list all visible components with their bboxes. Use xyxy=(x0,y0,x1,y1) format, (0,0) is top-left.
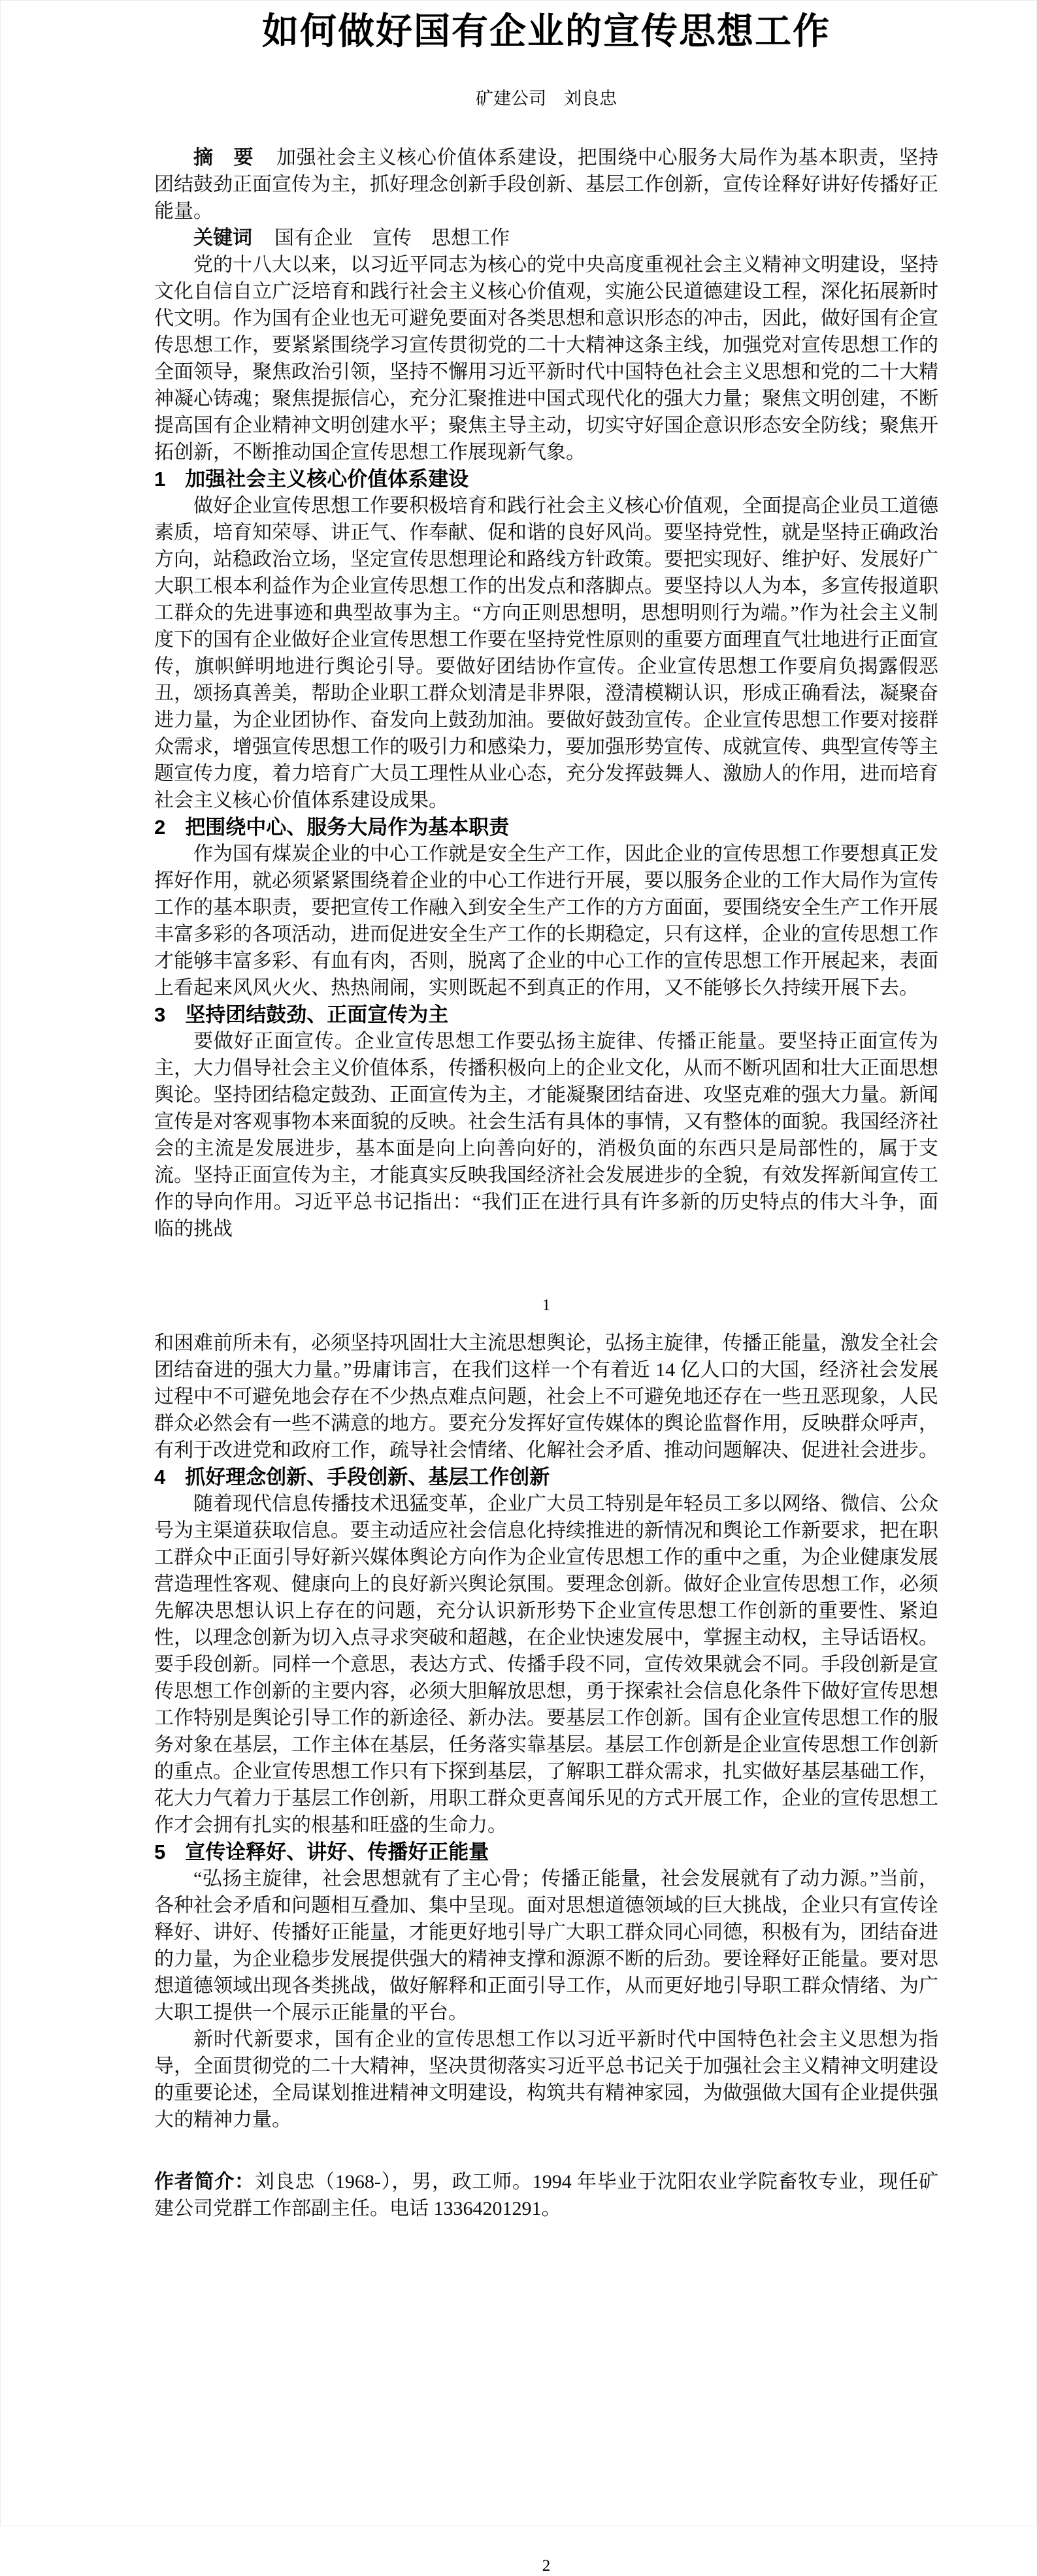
section-5-closing-paragraph: 新时代新要求，国有企业的宣传思想工作以习近平新时代中国特色社会主义思想为指导，全面贯彻党的二十大精神，坚决贯彻落实习近平总书记关于加强社会主义精神文明建设的重要论述，全局谋划推进精神文明建设，构筑共有精神家园，为做强做大国有企业提供强大的精神力量。 xyxy=(154,2029,938,2131)
section-2-number: 2 xyxy=(154,816,166,839)
page-1-number: 1 xyxy=(542,1296,551,1314)
author-bio-label: 作者简介： xyxy=(154,2171,255,2193)
abstract-paragraph xyxy=(154,144,938,225)
section-2-heading-text: 把围绕中心、服务大局作为基本职责 xyxy=(185,816,510,839)
section-5-heading xyxy=(154,1839,938,1865)
section-1-heading xyxy=(154,466,938,492)
section-1-number: 1 xyxy=(154,468,166,491)
section-5-heading-text: 宣传诠释好、讲好、传播好正能量 xyxy=(185,1841,489,1863)
text-column xyxy=(154,11,938,2576)
section-3-number: 3 xyxy=(154,1003,166,1026)
section-4-number: 4 xyxy=(154,1466,166,1489)
author-bio-text: 刘良忠（1968-），男，政工师。1994 年毕业于沈阳农业学院畜牧专业，现任矿建公司党群工作部副主任。电话 13364201291。 xyxy=(154,2171,938,2219)
section-4-heading xyxy=(154,1464,938,1490)
abstract-text: 加强社会主义核心价值体系建设，把围绕中心服务大局作为基本职责，坚持团结鼓劲正面宣传为主，抓好理念创新手段创新、基层工作创新，宣传诠释好讲好传播好正能量。 xyxy=(154,147,939,222)
section-2-paragraph: 作为国有煤炭企业的中心工作就是安全生产工作，因此企业的宣传思想工作要想真正发挥好作用，就必须紧紧围绕着企业的中心工作进行开展，要以服务企业的工作大局作为宣传工作的基本职责，要把宣传工作融入到安全生产工作的方方面面，要围绕安全生产工作开展丰富多彩的各项活动，进而促进安全生产工作的长期稳定，只有这样，企业的宣传思想工作才能够丰富多彩、有血有肉，否则，脱离了企业的中心工作的宣传思想工作开展起来，表面上看起来风风火火、热热闹闹，实则既起不到真正的作用，又不能够长久持续开展下去。 xyxy=(154,843,938,999)
section-5-paragraph: “弘扬主旋律，社会思想就有了主心骨；传播正能量，社会发展就有了动力源。”当前，各种社会矛盾和问题相互叠加、集中呈现。面对思想道德领域的巨大挑战，企业只有宣传诠释好、讲好、传播好正能量，才能更好地引导广大职工群众同心同德，积极有为，团结奋进的力量，为企业稳步发展提供强大的精神支撑和源源不断的后劲。要诠释好正能量。要对思想道德领域出现各类挑战，做好解释和正面引导工作，从而更好地引导职工群众情绪、为广大职工提供一个展示正能量的平台。 xyxy=(154,1868,938,2023)
keywords-text: 国有企业 宣传 思想工作 xyxy=(274,227,510,249)
byline: 矿建公司 刘良忠 xyxy=(476,89,617,108)
intro-paragraph: 党的十八大以来，以习近平同志为核心的党中央高度重视社会主义精神文明建设，坚持文化自信自立广泛培育和践行社会主义核心价值观，实施公民道德建设工程，深化拓展新时代文明。作为国有企业也无可避免要面对各类思想和意识形态的冲击，因此，做好国有企宣传思想工作，要紧紧围绕学习宣传贯彻党的二十大精神这条主线，加强党对宣传思想工作的全面领导，聚焦政治引领，坚持不懈用习近平新时代中国特色社会主义思想和党的二十大精神凝心铸魂；聚焦提振信心，充分汇聚推进中国式现代化的强大力量；聚焦文明创建，不断提高国有企业精神文明创建水平；聚焦主导主动，切实守好国企意识形态安全防线；聚焦开拓创新，不断推动国企宣传思想工作展现新气象。 xyxy=(154,254,938,463)
section-2-heading xyxy=(154,814,938,841)
keywords-paragraph xyxy=(154,225,938,251)
section-3-heading-text: 坚持团结鼓劲、正面宣传为主 xyxy=(185,1003,449,1026)
section-4-heading-text: 抓好理念创新、手段创新、基层工作创新 xyxy=(185,1466,550,1489)
section-1-heading-text: 加强社会主义核心价值体系建设 xyxy=(185,468,469,491)
section-4-paragraph: 随着现代信息传播技术迅猛变革，企业广大员工特别是年轻员工多以网络、微信、公众号为主渠道获取信息。要主动适应社会信息化持续推进的新情况和舆论工作新要求，把在职工群众中正面引导好新兴媒体舆论方向作为企业宣传思想工作的重中之重，为企业健康发展营造理性客观、健康向上的良好新兴舆论氛围。要理念创新。做好企业宣传思想工作，必须先解决思想认识上存在的问题，充分认识新形势下企业宣传思想工作创新的重要性、紧迫性，以理念创新为切入点寻求突破和超越，在企业快速发展中，掌握主动权，主导话语权。要手段创新。同样一个意思，表达方式、传播手段不同，宣传效果就会不同。手段创新是宣传思想工作创新的主要内容，必须大胆解放思想，勇于探索社会信息化条件下做好宣传思想工作特别是舆论引导工作的新途径、新办法。要基层工作创新。国有企业宣传思想工作的服务对象在基层，工作主体在基层，任务落实靠基层。基层工作创新是企业宣传思想工作创新的重点。企业宣传思想工作只有下探到基层，了解职工群众需求，扎实做好基层基础工作，花大力气着力于基层工作创新，用职工群众更喜闻乐见的方式开展工作，企业的宣传思想工作才会拥有扎实的根基和旺盛的生命力。 xyxy=(154,1493,938,1836)
abstract-label: 摘 要 xyxy=(193,147,254,169)
page-2-number: 2 xyxy=(542,2557,551,2575)
author-bio xyxy=(154,2168,938,2222)
section-1-paragraph: 做好企业宣传思想工作要积极培育和践行社会主义核心价值观，全面提高企业员工道德素质，培育知荣辱、讲正气、作奉献、促和谐的良好风尚。要坚持党性，就是坚持正确政治方向，站稳政治立场，坚定宣传思想理论和路线方针政策。要把实现好、维护好、发展好广大职工根本利益作为企业宣传思想工作的出发点和落脚点。要坚持以人为本，多宣传报道职工群众的先进事迹和典型故事为主。“方向正则思想明，思想明则行为端。”作为社会主义制度下的国有企业做好企业宣传思想工作要在坚持党性原则的重要方面理直气壮地进行正面宣传，旗帜鲜明地进行舆论引导。要做好团结协作宣传。企业宣传思想工作要肩负揭露假恶丑，颂扬真善美，帮助企业职工群众划清是非界限，澄清模糊认识，形成正确看法，凝聚奋进力量，为企业团协作、奋发向上鼓劲加油。要做好鼓劲宣传。企业宣传思想工作要对接群众需求，增强宣传思想工作的吸引力和感染力，要加强形势宣传、成就宣传、典型宣传等主题宣传力度，着力培育广大员工理性从业心态，充分发挥鼓舞人、激励人的作用，进而培育社会主义核心价值体系建设成果。 xyxy=(154,495,938,811)
section-5-number: 5 xyxy=(154,1841,166,1863)
section-3-paragraph: 要做好正面宣传。企业宣传思想工作要弘扬主旋律、传播正能量。要坚持正面宣传为主，大力倡导社会主义价值体系，传播积极向上的企业文化，从而不断巩固和壮大正面思想舆论。坚持团结稳定鼓劲、正面宣传为主，才能凝聚团结奋进、攻坚克难的强大力量。新闻宣传是对客观事物本来面貌的反映。社会生活有具体的事情，又有整体的面貌。我国经济社会的主流是发展进步，基本面是向上向善向好的，消极负面的东西只是局部性的，属于支流。坚持正面宣传为主，才能真实反映我国经济社会发展进步的全貌，有效发挥新闻宣传工作的导向作用。习近平总书记指出：“我们正在进行具有许多新的历史特点的伟大斗争，面临的挑战 xyxy=(154,1031,938,1240)
page-title: 如何做好国有企业的宣传思想工作 xyxy=(262,10,831,52)
section-3-heading xyxy=(154,1001,938,1028)
section-3-continuation-paragraph: 和困难前所未有，必须坚持巩固壮大主流思想舆论，弘扬主旋律，传播正能量，激发全社会团结奋进的强大力量。”毋庸讳言，在我们这样一个有着近 14 亿人口的大国，经济社会发展过程中不可避免地会存在不少热点难点问题，社会上不可避免地还存在一些丑恶现象，人民群众必然会有一些不满意的地方。要充分发挥好宣传媒体的舆论监督作用，反映群众呼声，有利于改进党和政府工作，疏导社会情绪、化解社会矛盾、推动问题解决、促进社会进步。 xyxy=(154,1332,938,1461)
keywords-label: 关键词 xyxy=(193,227,252,249)
